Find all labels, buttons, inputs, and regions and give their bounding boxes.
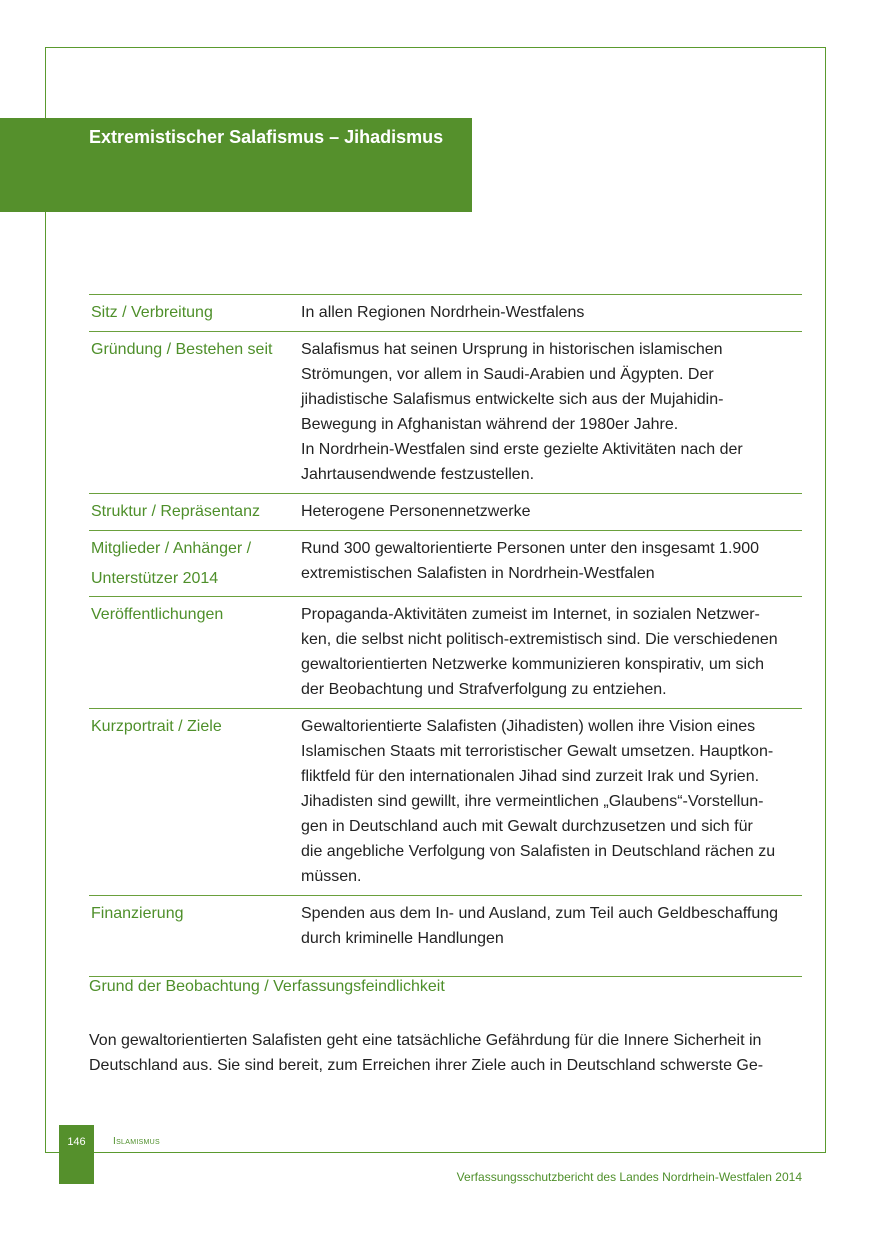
- row-value: Heterogene Personennetzwerke: [301, 503, 531, 520]
- table-row: [89, 332, 802, 494]
- table-row: [89, 896, 802, 977]
- value-line: Strömungen, vor allem in Saudi-Arabien und Ägypten. Der: [301, 366, 714, 383]
- footer-text: Verfassungsschutzbericht des Landes Nordrhein-Westfalen 2014: [456, 1170, 802, 1184]
- value-line: gewaltorientierten Netzwerke kommunizieren konspirativ, um sich: [301, 656, 764, 673]
- table-row: [89, 709, 802, 896]
- row-label: Gründung / Bestehen seit: [91, 341, 273, 358]
- running-head: Islamismus: [113, 1136, 161, 1147]
- title-band: [0, 118, 472, 212]
- body-line: Deutschland aus. Sie sind bereit, zum Erreichen ihrer Ziele auch in Deutschland schwerste Ge-: [89, 1057, 764, 1074]
- value-line: Jahrtausendwende festzustellen.: [301, 466, 535, 483]
- info-table: [89, 294, 802, 977]
- row-value: [301, 709, 802, 896]
- row-label: Kurzportrait / Ziele: [91, 718, 222, 735]
- value-line: der Beobachtung und Strafverfolgung zu entziehen.: [301, 681, 667, 698]
- value-line: fliktfeld für den internationalen Jihad sind zurzeit Irak und Syrien.: [301, 768, 760, 785]
- value-line: Rund 300 gewaltorientierte Personen unter den insgesamt 1.900: [301, 540, 760, 557]
- row-value: In allen Regionen Nordrhein-Westfalens: [301, 304, 585, 321]
- value-line: jihadistische Salafismus entwickelte sich aus der Mujahidin-: [301, 391, 724, 408]
- value-line: Spenden aus dem In- und Ausland, zum Teil auch Geldbeschaffung: [301, 905, 779, 922]
- row-label: [89, 531, 301, 597]
- row-value: [301, 332, 802, 494]
- value-line: In Nordrhein-Westfalen sind erste gezielte Aktivitäten nach der: [301, 441, 743, 458]
- row-value: [301, 896, 802, 977]
- page-number-box: [59, 1125, 94, 1184]
- value-line: extremistischen Salafisten in Nordrhein-Westfalen: [301, 565, 655, 582]
- value-line: Propaganda-Aktivitäten zumeist im Internet, in sozialen Netzwer-: [301, 606, 760, 623]
- body-paragraph: [89, 1028, 802, 1078]
- table-row: [89, 531, 802, 597]
- section-heading: Grund der Beobachtung / Verfassungsfeindlichkeit: [89, 978, 445, 995]
- table-row: [89, 494, 802, 531]
- value-line: Salafismus hat seinen Ursprung in historischen islamischen: [301, 341, 723, 358]
- value-line: Bewegung in Afghanistan während der 1980er Jahre.: [301, 416, 679, 433]
- value-line: Gewaltorientierte Salafisten (Jihadisten) wollen ihre Vision eines: [301, 718, 756, 735]
- section-title: Extremistischer Salafismus – Jihadismus: [89, 127, 444, 147]
- value-line: Islamischen Staats mit terroristischer Gewalt umsetzen. Hauptkon-: [301, 743, 774, 760]
- value-line: gen in Deutschland auch mit Gewalt durchzusetzen und sich für: [301, 818, 753, 835]
- table-row: [89, 597, 802, 709]
- table-row: [89, 295, 802, 332]
- value-line: durch kriminelle Handlungen: [301, 930, 504, 947]
- label-line: Mitglieder / Anhänger /: [91, 540, 252, 557]
- row-label: Finanzierung: [91, 905, 184, 922]
- row-label: Struktur / Repräsentanz: [91, 503, 260, 520]
- value-line: Jihadisten sind gewillt, ihre vermeintlichen „Glaubens“-Vorstellun-: [301, 793, 764, 810]
- value-line: müssen.: [301, 868, 362, 885]
- value-line: die angebliche Verfolgung von Salafisten in Deutschland rächen zu: [301, 843, 776, 860]
- label-line: Unterstützer 2014: [91, 570, 219, 587]
- value-line: ken, die selbst nicht politisch-extremistisch sind. Die verschiedenen: [301, 631, 778, 648]
- row-value: [301, 531, 802, 597]
- row-value: [301, 597, 802, 709]
- row-label: Veröffentlichungen: [91, 606, 224, 623]
- row-label: Sitz / Verbreitung: [91, 304, 213, 321]
- page-number: 146: [67, 1136, 86, 1148]
- body-line: Von gewaltorientierten Salafisten geht eine tatsächliche Gefährdung für die Innere Sicherheit in: [89, 1032, 762, 1049]
